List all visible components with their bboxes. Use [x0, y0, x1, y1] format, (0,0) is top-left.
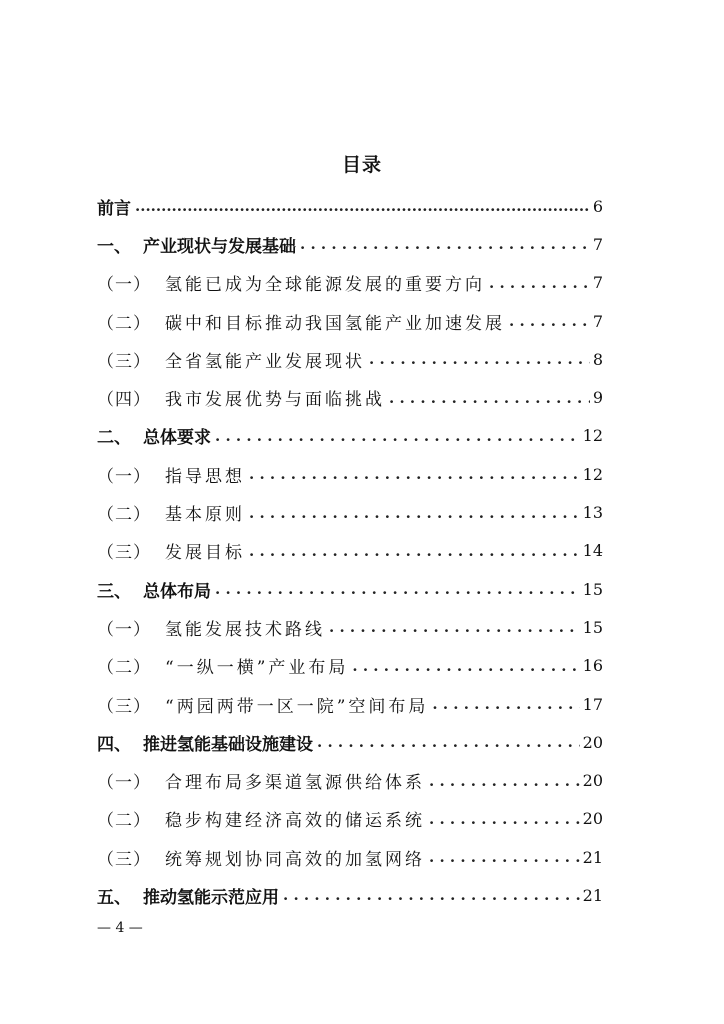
toc-entry-number: 五、 [97, 887, 131, 908]
toc-entry-title: 合理布局多渠道氢源供给体系 [165, 773, 425, 794]
toc-entry-title: “一纵一横”产业布局 [165, 658, 349, 679]
toc-entry-number: （二） [97, 313, 151, 334]
toc-leader-dots [429, 772, 580, 790]
toc-entry[interactable] [97, 723, 603, 761]
toc-entry-number: （一） [97, 619, 151, 640]
toc-entry-number: （一） [97, 466, 151, 487]
toc-leader-dots [300, 235, 590, 253]
toc-entry-title: 前言 [97, 198, 131, 219]
toc-list [97, 187, 603, 915]
toc-entry-title: 全省氢能产业发展现状 [165, 351, 365, 372]
toc-leader-dots [329, 618, 580, 636]
toc-entry-page: 6 [592, 196, 603, 216]
toc-title: 目录 [341, 154, 382, 176]
toc-entry-page: 20 [582, 732, 603, 752]
toc-entry-title: 基本原则 [165, 505, 245, 526]
toc-entry-page: 15 [582, 579, 603, 599]
toc-entry[interactable] [97, 187, 603, 225]
toc-entry-page: 7 [592, 234, 603, 254]
toc-entry-number: 二、 [97, 428, 131, 449]
toc-entry[interactable] [97, 264, 603, 302]
toc-leader-dots [215, 427, 580, 445]
toc-entry-number: （三） [97, 696, 151, 717]
toc-entry-page: 7 [592, 273, 603, 293]
toc-leader-dots [389, 389, 590, 407]
toc-entry[interactable] [97, 685, 603, 723]
toc-entry-page: 21 [582, 847, 603, 867]
toc-entry-title: 总体布局 [143, 581, 211, 602]
toc-entry[interactable] [97, 838, 603, 876]
toc-leader-dots [249, 504, 580, 522]
toc-entry-title: 稳步构建经济高效的储运系统 [165, 811, 425, 832]
toc-entry-number: （一） [97, 275, 151, 296]
toc-entry[interactable] [97, 532, 603, 570]
toc-entry[interactable] [97, 417, 603, 455]
toc-entry-title: 总体要求 [143, 428, 211, 449]
toc-entry-title: 我市发展优势与面临挑战 [165, 390, 385, 411]
toc-leader-dots [135, 197, 590, 215]
toc-entry-number: 一、 [97, 236, 131, 257]
toc-entry-page: 20 [582, 771, 603, 791]
toc-entry[interactable] [97, 455, 603, 493]
toc-entry-number: （四） [97, 390, 151, 411]
toc-entry-page: 7 [592, 311, 603, 331]
toc-entry-number: （三） [97, 849, 151, 870]
toc-leader-dots [317, 733, 580, 751]
toc-entry[interactable] [97, 225, 603, 263]
toc-entry[interactable] [97, 608, 603, 646]
toc-entry[interactable] [97, 570, 603, 608]
toc-entry-number: （三） [97, 543, 151, 564]
toc-leader-dots [509, 312, 590, 330]
toc-entry-title: 发展目标 [165, 543, 245, 564]
toc-entry[interactable] [97, 800, 603, 838]
toc-entry-title: 推动氢能示范应用 [143, 887, 279, 908]
toc-entry-number: （二） [97, 658, 151, 679]
toc-entry-page: 9 [592, 388, 603, 408]
toc-entry-page: 17 [582, 694, 603, 714]
toc-entry-title: 产业现状与发展基础 [143, 236, 296, 257]
toc-entry-title: 碳中和目标推动我国氢能产业加速发展 [165, 313, 505, 334]
toc-entry-title: 指导思想 [165, 466, 245, 487]
toc-entry[interactable] [97, 647, 603, 685]
toc-entry[interactable] [97, 340, 603, 378]
toc-entry-title: “两园两带一区一院”空间布局 [165, 696, 429, 717]
toc-entry-page: 21 [582, 885, 603, 905]
toc-entry-number: 三、 [97, 581, 131, 602]
toc-leader-dots [215, 580, 580, 598]
toc-entry[interactable] [97, 493, 603, 531]
toc-entry-number: （二） [97, 811, 151, 832]
toc-leader-dots [429, 848, 580, 866]
toc-entry-number: （一） [97, 773, 151, 794]
toc-entry-page: 12 [582, 464, 603, 484]
toc-leader-dots [369, 350, 590, 368]
toc-leader-dots [352, 657, 579, 675]
toc-leader-dots [249, 465, 580, 483]
toc-entry-title: 统筹规划协同高效的加氢网络 [165, 849, 425, 870]
toc-entry[interactable] [97, 302, 603, 340]
toc-entry-page: 12 [582, 426, 603, 446]
page-number-footer: — 4 — [97, 920, 143, 936]
toc-entry-page: 16 [582, 656, 603, 676]
toc-entry-page: 8 [592, 349, 603, 369]
toc-leader-dots [249, 542, 580, 560]
toc-entry-number: 四、 [97, 734, 131, 755]
toc-entry[interactable] [97, 876, 603, 914]
toc-entry-number: （二） [97, 505, 151, 526]
toc-entry-number: （三） [97, 351, 151, 372]
toc-entry-page: 20 [582, 809, 603, 829]
toc-leader-dots [429, 810, 580, 828]
toc-leader-dots [432, 695, 579, 713]
toc-entry[interactable] [97, 761, 603, 799]
toc-leader-dots [489, 274, 590, 292]
toc-entry-page: 15 [582, 617, 603, 637]
toc-entry[interactable] [97, 378, 603, 416]
toc-entry-title: 氢能发展技术路线 [165, 619, 325, 640]
toc-leader-dots [283, 886, 580, 904]
toc-entry-page: 13 [582, 503, 603, 523]
toc-entry-title: 推进氢能基础设施建设 [143, 734, 313, 755]
toc-entry-page: 14 [582, 541, 603, 561]
toc-entry-title: 氢能已成为全球能源发展的重要方向 [165, 275, 485, 296]
